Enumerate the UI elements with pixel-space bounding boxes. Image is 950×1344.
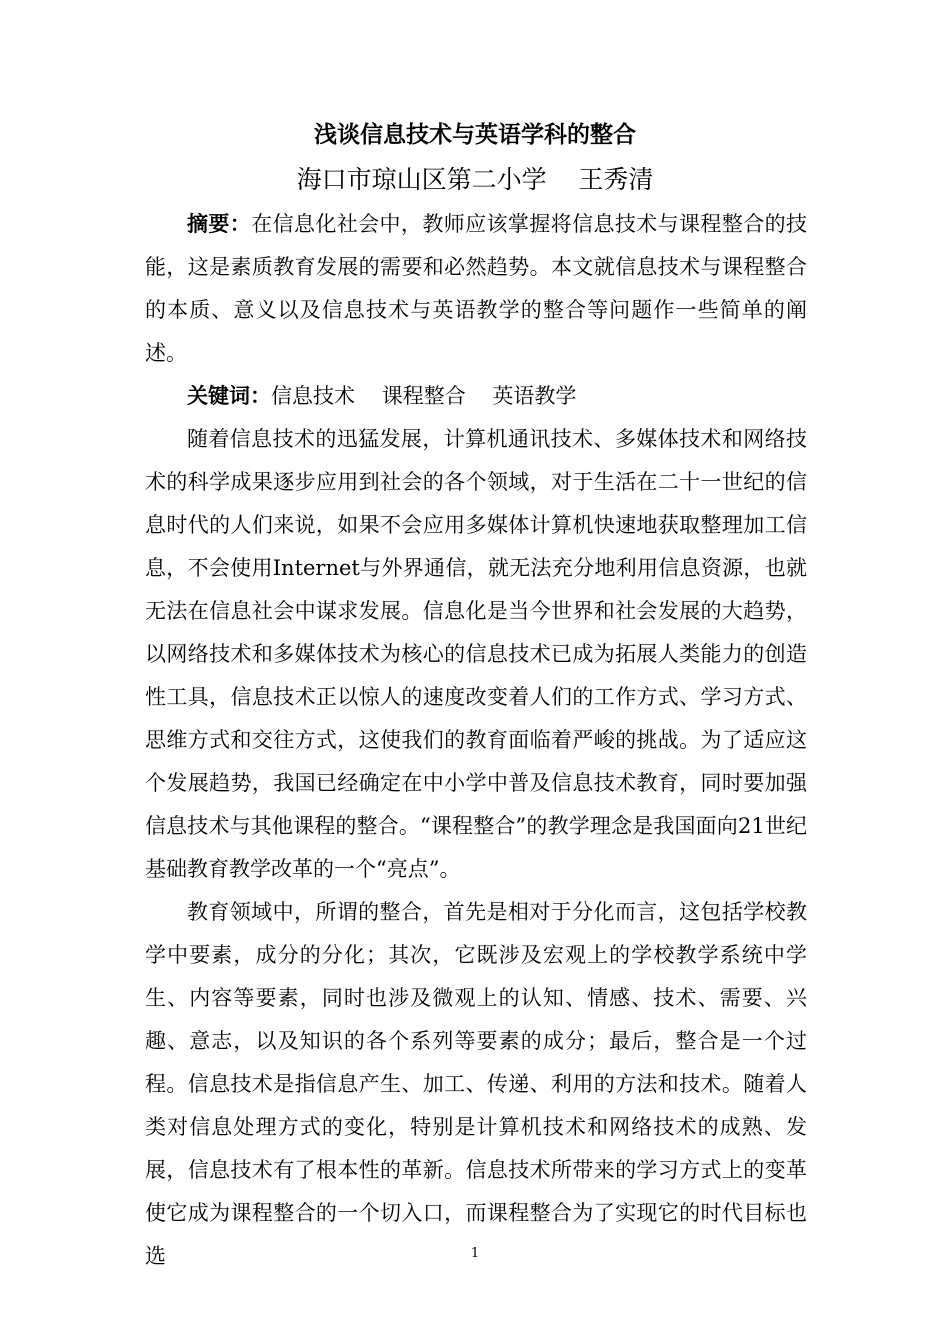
document-title: 浅谈信息技术与英语学科的整合	[314, 122, 636, 148]
abstract-label: 摘要：	[187, 212, 252, 236]
body-paragraph-2: 教育领域中，所谓的整合，首先是相对于分化而言，这包括学校教学中要素，成分的分化；其次，它既涉及宏观上的学校教学系统中学生、内容等要素，同时也涉及微观上的认知、情感、技术、需要、兴趣、意志，以及知识的各个系列等要素的成分；最后，整合是一个过程。信息技术是指信息产生、加工、传递、利用的方法和技术。随着人类对信息处理方式的变化，特别是计算机技术和网络技术的成熟、发展，信息技术有了根本性的革新。信息技术所带来的学习方式上的变革使它成为课程整合的一个切入口，而课程整合为了实现它的时代目标也选	[145, 900, 807, 1268]
keywords-paragraph	[145, 375, 807, 418]
document-body	[145, 203, 807, 1278]
abstract-text: 在信息化社会中，教师应该掌握将信息技术与课程整合的技能，这是素质教育发展的需要和必然趋势。本文就信息技术与课程整合的本质、意义以及信息技术与英语教学的整合等问题作一些简单的阐述。	[145, 212, 808, 365]
keywords-text: 信息技术 课程整合 英语教学	[271, 384, 577, 408]
page-number: 1	[470, 1246, 480, 1261]
keywords-label: 关键词：	[187, 384, 271, 408]
body-paragraph-1: 随着信息技术的迅猛发展，计算机通讯技术、多媒体技术和网络技术的科学成果逐步应用到社会的各个领域，对于生活在二十一世纪的信息时代的人们来说，如果不会应用多媒体计算机快速地获取整理加工信息，不会使用Internet与外界通信，就无法充分地利用信息资源，也就无法在信息社会中谋求发展。信息化是当今世界和社会发展的大趋势，以网络技术和多媒体技术为核心的信息技术已成为拓展人类能力的创造性工具，信息技术正以惊人的速度改变着人们的工作方式、学习方式、思维方式和交往方式，这使我们的教育面临着严峻的挑战。为了适应这个发展趋势，我国已经确定在中小学中普及信息技术教育，同时要加强信息技术与其他课程的整合。“课程整合”的教学理念是我国面向21世纪基础教育教学改革的一个“亮点”。	[145, 427, 807, 881]
abstract-paragraph	[145, 203, 807, 375]
author-byline: 海口市琼山区第二小学 王秀清	[296, 165, 654, 194]
